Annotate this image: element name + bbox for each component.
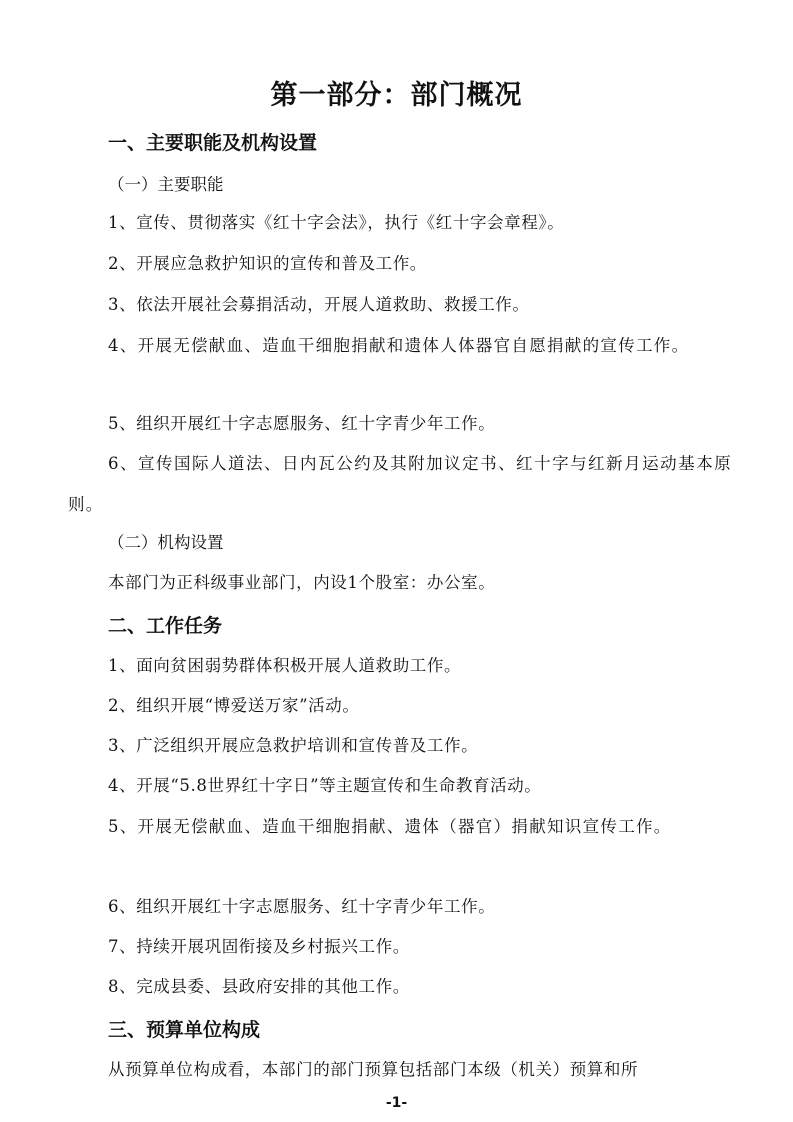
section1-sub1-heading: （一）主要职能 xyxy=(108,175,224,194)
section1-sub2-heading: （二）机构设置 xyxy=(108,533,224,552)
task-item-4: 4、开展“5.8世界红十字日”等主题宣传和生命教育活动。 xyxy=(108,776,542,795)
function-item-3: 3、依法开展社会募捐活动，开展人道救助、救援工作。 xyxy=(108,295,530,314)
task-item-3: 3、广泛组织开展应急救护培训和宣传普及工作。 xyxy=(108,736,479,755)
function-item-4: 4、开展无偿献血、造血干细胞捐献和遗体人体器官自愿捐献的宣传工作。 xyxy=(108,336,690,355)
org-structure-text: 本部门为正科级事业部门，内设1个股室：办公室。 xyxy=(108,573,496,592)
page-number: -1- xyxy=(385,1095,408,1111)
section3-heading: 三、预算单位构成 xyxy=(108,1019,261,1041)
budget-unit-text: 从预算单位构成看，本部门的部门预算包括部门本级（机关）预算和所 xyxy=(108,1060,639,1079)
function-item-5: 5、组织开展红十字志愿服务、红十字青少年工作。 xyxy=(108,414,496,433)
task-item-8: 8、完成县委、县政府安排的其他工作。 xyxy=(108,977,410,996)
task-item-5: 5、开展无偿献血、造血干细胞捐献、遗体（器官）捐献知识宣传工作。 xyxy=(108,817,672,836)
task-item-1: 1、面向贫困弱势群体积极开展人道救助工作。 xyxy=(108,656,462,675)
section2-heading: 二、工作任务 xyxy=(108,615,223,637)
function-item-1: 1、宣传、贯彻落实《红十字会法》，执行《红十字会章程》。 xyxy=(108,213,565,232)
section1-heading: 一、主要职能及机构设置 xyxy=(108,132,318,154)
function-item-2: 2、开展应急救护知识的宣传和普及工作。 xyxy=(108,254,427,273)
task-item-7: 7、持续开展巩固衔接及乡村振兴工作。 xyxy=(108,937,410,956)
task-item-6: 6、组织开展红十字志愿服务、红十字青少年工作。 xyxy=(108,897,496,916)
function-item-6: 6、宣传国际人道法、日内瓦公约及其附加议定书、红十字与红新月运动基本原则。 xyxy=(68,454,732,514)
page-title: 第一部分：部门概况 xyxy=(270,80,523,111)
task-item-2: 2、组织开展“博爱送万家”活动。 xyxy=(108,696,360,715)
